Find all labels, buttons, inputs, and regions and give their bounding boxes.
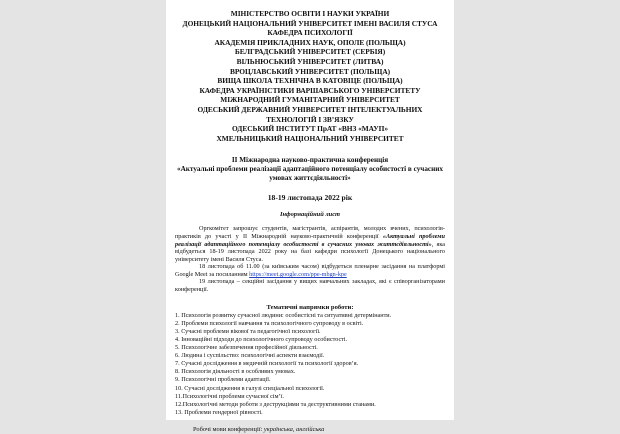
invitation-text: Оргкомітет запрошує студентів, магістрантів, аспірантів, молодих вчених, психологів-практиків до участі у ІІ Міжнародній науково-практичній конференції [175, 225, 445, 240]
working-languages [175, 426, 445, 434]
conference-dates: 18-19 листопада 2022 рік [267, 193, 353, 203]
theme-item: 9. Психологічні проблеми адаптації. [175, 376, 271, 384]
header-line: КАФЕДРА ПСИХОЛОГІЇ [267, 28, 353, 38]
theme-item: 1. Психологія розвитку сучасної людини: особистісні та ситуативні детермінанти. [175, 311, 392, 319]
languages-label: Робочі мови конференції: [193, 425, 264, 433]
institutions-header [175, 9, 445, 143]
header-line: МІНІСТЕРСТВО ОСВІТИ І НАУКИ УКРАЇНИ [230, 9, 390, 18]
sections-paragraph [175, 278, 445, 293]
theme-item: 13. Проблеми гендерної рівності. [175, 408, 263, 416]
theme-item: 5. Психологічне забезпечення професійної діяльності. [175, 344, 318, 352]
plenary-text: 18 листопада об 11.00 (за київським часом) відбудеться пленарне засідання на платформі Google Meet за посиланням [175, 263, 445, 278]
invitation-paragraph [175, 225, 445, 263]
header-line: ОДЕСЬКИЙ ІНСТИТУТ ПрАТ «ВНЗ «МАУП» [231, 124, 389, 134]
themes-title: Тематичні напрямки роботи: [266, 303, 354, 311]
header-line: БЕЛГРАДСЬКИЙ УНІВЕРСИТЕТ (СЕРБІЯ) [234, 47, 386, 57]
info-letter-title: Інформаційний лист [279, 211, 341, 219]
theme-item: 8. Психологія діяльності в особливих умовах. [175, 368, 296, 376]
header-line: ВИЩА ШКОЛА ТЕХНІЧНА В КАТОВІЦЕ (ПОЛЬЩА) [217, 76, 403, 86]
theme-item: 4. Інноваційні підходи до психологічного супроводу особистості. [175, 335, 348, 343]
plenary-paragraph [175, 263, 445, 278]
theme-item: 3. Сучасні проблеми вікової та педагогічної психології. [175, 327, 321, 335]
conference-name-italic: «Актуальні проблеми реалізації адаптаційного потенціалу особистості в сучасних умовах життєдіяльності» [175, 232, 445, 248]
header-line: ДОНЕЦЬКИЙ НАЦІОНАЛЬНИЙ УНІВЕРСИТЕТ ІМЕНІ ВАСИЛЯ СТУСА [182, 18, 438, 28]
theme-item: 11.Психологічні проблеми сучасної сім’ї. [175, 392, 284, 400]
sections-text: 19 листопада – секційні засідання у вищих навчальних закладах, які є співорганізаторами конференції. [175, 278, 445, 294]
theme-item: 6. Людина і суспільство: психологічні аспекти взаємодії. [175, 352, 325, 360]
theme-item: 10. Сучасні дослідження в галузі спеціальної психології. [175, 384, 325, 392]
themes-list [175, 312, 445, 417]
header-line: КАФЕДРА УКРАЇНІСТИКИ ВАРШАВСЬКОГО УНІВЕРСИТЕТУ [199, 85, 421, 95]
invitation-text-end: , яка відбудеться 18-19 листопада 2022 року на базі кафедри психології Донецького національного університету імені Василя Стуса. [175, 240, 445, 263]
theme-item: 7. Сучасні дослідження в медичній психології та психології здоров’я. [175, 360, 359, 368]
conference-title [175, 156, 445, 183]
document-page [166, 0, 454, 433]
document-content [175, 9, 445, 434]
header-line: АКАДЕМІЯ ПРИКЛАДНИХ НАУК, ОПОЛЕ (ПОЛЬЩА) [214, 37, 406, 47]
header-line: ХМЕЛЬНИЦЬКИЙ НАЦІОНАЛЬНИЙ УНІВЕРСИТЕТ [216, 133, 404, 143]
header-line: ОДЕСЬКИЙ ДЕРЖАВНИЙ УНІВЕРСИТЕТ ІНТЕЛЕКТУАЛЬНИХ ТЕХНОЛОГІЙ І ЗВ’ЯЗКУ [197, 104, 423, 124]
header-line: ВРОЦЛАВСЬКИЙ УНІВЕРСИТЕТ (ПОЛЬЩА) [229, 66, 391, 76]
header-line: МІЖНАРОДНИЙ ГУМАНІТАРНИЙ УНІВЕРСИТЕТ [220, 95, 400, 105]
header-line: ВІЛЬНЮСЬКИЙ УНІВЕРСИТЕТ (ЛИТВА) [236, 56, 384, 66]
google-meet-link[interactable]: https://meet.google.com/ppe-mbgn-kpe [249, 270, 347, 278]
theme-item: 2. Проблеми психології навчання та психологічного супроводу в освіті. [175, 319, 364, 327]
theme-item: 12.Психологічні методи роботи з деструкціями та деструктивними станами. [175, 400, 376, 408]
languages-value: українська, англійська [263, 425, 325, 433]
conference-name: «Актуальні проблеми реалізації адаптаційного потенціалу особистості в сучасних умовах життєдіяльності» [177, 165, 443, 183]
conference-type: ІІ Міжнародна науково-практична конференція [231, 156, 389, 165]
